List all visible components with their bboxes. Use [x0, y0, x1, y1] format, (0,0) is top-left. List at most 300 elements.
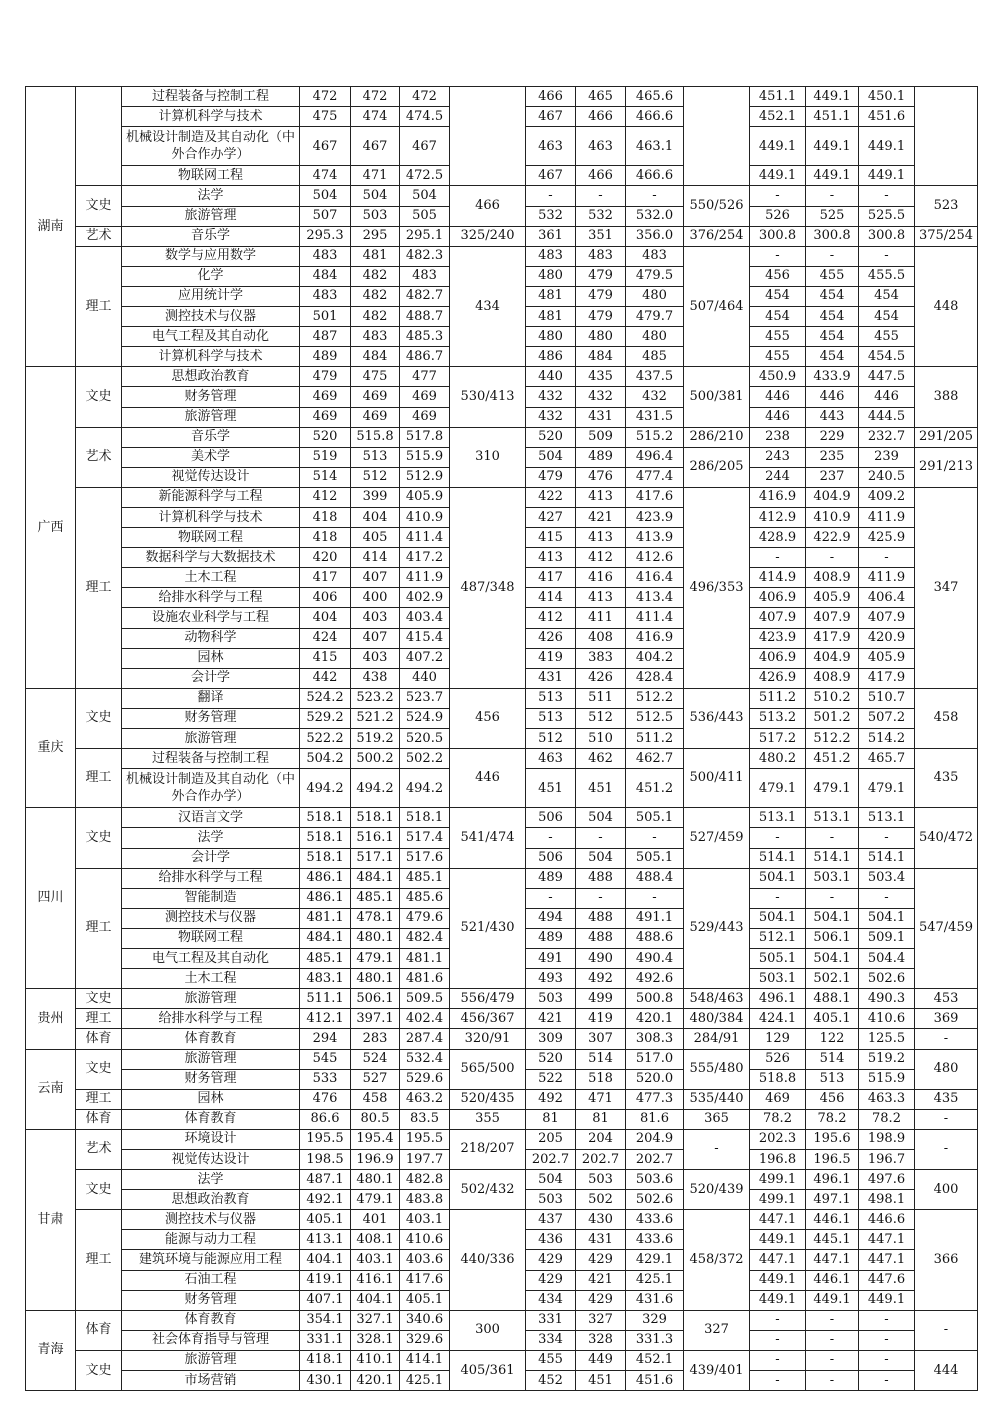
- score-c-cell: 456: [750, 266, 806, 286]
- score-c-cell: 451.6: [859, 107, 915, 127]
- table-row: [26, 427, 978, 447]
- score-c-cell: 449.1: [750, 127, 806, 166]
- score-c-cell: 504.1: [750, 908, 806, 928]
- control-line-a-cell: 521/430: [450, 868, 526, 989]
- score-a-cell: 500.2: [351, 749, 400, 769]
- score-c-cell: 406.9: [750, 588, 806, 608]
- score-b-cell: 496.4: [626, 447, 684, 467]
- score-b-cell: 511: [576, 688, 626, 708]
- score-a-cell: 405.1: [300, 1210, 351, 1230]
- score-c-cell: 449.1: [750, 1230, 806, 1250]
- major-cell: 财务管理: [122, 708, 300, 728]
- score-b-cell: 480: [626, 286, 684, 306]
- control-line-c-cell: 369: [915, 1009, 978, 1029]
- score-b-cell: 419: [576, 1009, 626, 1029]
- control-line-a-cell: 446: [450, 749, 526, 808]
- score-b-cell: 425.1: [626, 1270, 684, 1290]
- major-cell: 石油工程: [122, 1270, 300, 1290]
- score-c-cell: 449.1: [750, 1290, 806, 1310]
- table-row: [26, 487, 978, 507]
- score-b-cell: 202.7: [526, 1149, 576, 1169]
- score-a-cell: 523.2: [351, 688, 400, 708]
- major-cell: 体育教育: [122, 1029, 300, 1049]
- score-b-cell: 426: [576, 668, 626, 688]
- score-a-cell: 522.2: [300, 729, 351, 749]
- score-c-cell: 447.1: [750, 1210, 806, 1230]
- score-c-cell: 479.1: [859, 769, 915, 808]
- control-line-a-cell: 434: [450, 246, 526, 367]
- score-b-cell: 408: [576, 628, 626, 648]
- score-c-cell: -: [750, 1371, 806, 1391]
- score-c-cell: 454: [806, 307, 859, 327]
- control-line-b-cell: 496/353: [684, 487, 750, 688]
- score-c-cell: 446.6: [859, 1210, 915, 1230]
- category-cell: 理工: [76, 749, 122, 808]
- category-cell: 理工: [76, 1210, 122, 1310]
- score-b-cell: 488.6: [626, 928, 684, 948]
- score-c-cell: 514: [806, 1049, 859, 1069]
- score-a-cell: 486.7: [400, 347, 450, 367]
- score-c-cell: 502.1: [806, 969, 859, 989]
- score-a-cell: 397.1: [351, 1009, 400, 1029]
- score-b-cell: -: [576, 828, 626, 848]
- score-c-cell: 409.2: [859, 487, 915, 507]
- major-cell: 法学: [122, 1170, 300, 1190]
- control-line-a-cell: 487/348: [450, 487, 526, 688]
- major-cell: 环境设计: [122, 1129, 300, 1149]
- table-row: [26, 1310, 978, 1330]
- score-b-cell: -: [576, 888, 626, 908]
- score-c-cell: 526: [750, 1049, 806, 1069]
- score-b-cell: 484: [576, 347, 626, 367]
- score-c-cell: -: [806, 828, 859, 848]
- score-a-cell: 407.2: [400, 648, 450, 668]
- score-b-cell: 452: [526, 1371, 576, 1391]
- score-a-cell: 442: [300, 668, 351, 688]
- score-c-cell: 519.2: [859, 1049, 915, 1069]
- score-b-cell: 421: [576, 507, 626, 527]
- score-c-cell: 503.4: [859, 868, 915, 888]
- score-b-cell: 411: [576, 608, 626, 628]
- score-c-cell: 198.9: [859, 1129, 915, 1149]
- score-c-cell: -: [859, 888, 915, 908]
- score-b-cell: 511.2: [626, 729, 684, 749]
- category-cell: 文史: [76, 1350, 122, 1390]
- score-b-cell: 437.5: [626, 367, 684, 387]
- control-line-c-cell: -: [915, 1310, 978, 1350]
- major-cell: 美术学: [122, 447, 300, 467]
- major-cell: 数据科学与大数据技术: [122, 548, 300, 568]
- major-cell: 动物科学: [122, 628, 300, 648]
- score-a-cell: 405.1: [400, 1290, 450, 1310]
- control-line-a-cell: 520/435: [450, 1089, 526, 1109]
- score-b-cell: 334: [526, 1330, 576, 1350]
- major-cell: 音乐学: [122, 226, 300, 246]
- score-b-cell: 488: [576, 928, 626, 948]
- score-a-cell: 438: [351, 668, 400, 688]
- score-a-cell: 503: [351, 206, 400, 226]
- score-b-cell: 499: [576, 989, 626, 1009]
- table-row: [26, 1009, 978, 1029]
- score-c-cell: 451.2: [806, 749, 859, 769]
- table-row: [26, 989, 978, 1009]
- score-c-cell: 512.1: [750, 928, 806, 948]
- score-a-cell: 504.2: [300, 749, 351, 769]
- score-c-cell: 513: [806, 1069, 859, 1089]
- score-c-cell: 447.6: [859, 1270, 915, 1290]
- category-cell: 理工: [76, 1009, 122, 1029]
- control-line-c-cell: -: [915, 1029, 978, 1049]
- score-a-cell: 420.1: [351, 1371, 400, 1391]
- category-cell: 艺术: [76, 226, 122, 246]
- score-a-cell: 483: [351, 327, 400, 347]
- score-a-cell: 412: [300, 487, 351, 507]
- score-b-cell: 490.4: [626, 949, 684, 969]
- score-b-cell: 515.2: [626, 427, 684, 447]
- score-c-cell: 449.1: [806, 127, 859, 166]
- score-b-cell: 331: [526, 1310, 576, 1330]
- score-c-cell: 518.8: [750, 1069, 806, 1089]
- score-c-cell: -: [750, 888, 806, 908]
- score-b-cell: 307: [576, 1029, 626, 1049]
- control-line-c-cell: 435: [915, 1089, 978, 1109]
- control-line-b-cell: 550/526: [684, 186, 750, 226]
- major-cell: 机械设计制造及其自动化（中外合作办学）: [122, 769, 300, 808]
- score-c-cell: 232.7: [859, 427, 915, 447]
- table-row: [26, 367, 978, 387]
- score-c-cell: 510.2: [806, 688, 859, 708]
- major-cell: 旅游管理: [122, 407, 300, 427]
- score-a-cell: 482: [351, 307, 400, 327]
- score-c-cell: 451.1: [750, 87, 806, 107]
- score-c-cell: 405.9: [859, 648, 915, 668]
- category-cell: [76, 87, 122, 186]
- score-c-cell: 510.7: [859, 688, 915, 708]
- control-line-b-cell: 284/91: [684, 1029, 750, 1049]
- major-cell: 能源与动力工程: [122, 1230, 300, 1250]
- score-c-cell: 244: [750, 467, 806, 487]
- score-c-cell: -: [859, 1330, 915, 1350]
- control-line-a-cell: 405/361: [450, 1350, 526, 1390]
- score-c-cell: 447.1: [806, 1250, 859, 1270]
- score-a-cell: 518.1: [400, 808, 450, 828]
- score-b-cell: 463: [526, 749, 576, 769]
- score-c-cell: 449.1: [750, 1270, 806, 1290]
- score-b-cell: -: [526, 186, 576, 206]
- score-a-cell: 407: [351, 568, 400, 588]
- score-c-cell: 404.9: [806, 487, 859, 507]
- score-c-cell: 423.9: [750, 628, 806, 648]
- control-line-a-cell: 355: [450, 1109, 526, 1129]
- score-c-cell: -: [806, 1371, 859, 1391]
- score-a-cell: 485.1: [351, 888, 400, 908]
- score-a-cell: 517.4: [400, 828, 450, 848]
- score-b-cell: 491: [526, 949, 576, 969]
- score-a-cell: 486.1: [300, 888, 351, 908]
- score-a-cell: 517.6: [400, 848, 450, 868]
- score-c-cell: 405.1: [806, 1009, 859, 1029]
- score-a-cell: 430.1: [300, 1371, 351, 1391]
- score-a-cell: 418.1: [300, 1350, 351, 1370]
- score-b-cell: 361: [526, 226, 576, 246]
- score-b-cell: -: [626, 186, 684, 206]
- score-b-cell: 412.6: [626, 548, 684, 568]
- score-c-cell: -: [859, 828, 915, 848]
- score-b-cell: 512: [526, 729, 576, 749]
- score-a-cell: 405.9: [400, 487, 450, 507]
- score-a-cell: 524.9: [400, 708, 450, 728]
- score-b-cell: 483: [526, 246, 576, 266]
- score-c-cell: 122: [806, 1029, 859, 1049]
- score-a-cell: 414: [351, 548, 400, 568]
- score-b-cell: 465: [576, 87, 626, 107]
- score-a-cell: 331.1: [300, 1330, 351, 1350]
- score-c-cell: 455: [859, 327, 915, 347]
- major-cell: 旅游管理: [122, 1049, 300, 1069]
- control-line-a-cell: 320/91: [450, 1029, 526, 1049]
- score-a-cell: 494.2: [400, 769, 450, 808]
- province-cell: 青海: [26, 1310, 76, 1390]
- score-b-cell: 432: [626, 387, 684, 407]
- score-c-cell: 78.2: [859, 1109, 915, 1129]
- score-a-cell: 482.7: [400, 286, 450, 306]
- score-a-cell: 502.2: [400, 749, 450, 769]
- score-c-cell: 447.1: [750, 1250, 806, 1270]
- score-b-cell: 479: [576, 266, 626, 286]
- score-a-cell: 517.1: [351, 848, 400, 868]
- score-b-cell: 490: [576, 949, 626, 969]
- score-c-cell: 454: [806, 347, 859, 367]
- score-c-cell: 240.5: [859, 467, 915, 487]
- score-b-cell: 522: [526, 1069, 576, 1089]
- score-b-cell: 503: [526, 1190, 576, 1210]
- score-a-cell: 520.5: [400, 729, 450, 749]
- score-b-cell: 431: [526, 668, 576, 688]
- score-b-cell: 466.6: [626, 107, 684, 127]
- score-a-cell: 471: [351, 166, 400, 186]
- score-a-cell: 475: [300, 107, 351, 127]
- score-b-cell: 505.1: [626, 848, 684, 868]
- score-a-cell: 196.9: [351, 1149, 400, 1169]
- score-a-cell: 518.1: [300, 828, 351, 848]
- score-a-cell: 416.1: [351, 1270, 400, 1290]
- score-b-cell: 477.3: [626, 1089, 684, 1109]
- score-c-cell: 449.1: [859, 127, 915, 166]
- major-cell: 测控技术与仪器: [122, 307, 300, 327]
- score-a-cell: 424: [300, 628, 351, 648]
- control-line-a-cell: 440/336: [450, 1210, 526, 1310]
- control-line-b-cell: 327: [684, 1310, 750, 1350]
- score-c-cell: 512.2: [806, 729, 859, 749]
- table-row: [26, 226, 978, 246]
- score-b-cell: 532.0: [626, 206, 684, 226]
- control-line-c-cell: 444: [915, 1350, 978, 1390]
- score-c-cell: 454: [806, 327, 859, 347]
- score-b-cell: 331.3: [626, 1330, 684, 1350]
- major-cell: 化学: [122, 266, 300, 286]
- score-c-cell: 410.6: [859, 1009, 915, 1029]
- control-line-a-cell: 300: [450, 1310, 526, 1350]
- score-a-cell: 283: [351, 1029, 400, 1049]
- major-cell: 计算机科学与技术: [122, 107, 300, 127]
- score-c-cell: -: [859, 246, 915, 266]
- control-line-a-cell: 466: [450, 186, 526, 226]
- score-a-cell: 403.6: [400, 1250, 450, 1270]
- score-c-cell: 513.1: [750, 808, 806, 828]
- category-cell: 文史: [76, 1049, 122, 1089]
- score-a-cell: 472: [300, 87, 351, 107]
- score-b-cell: 451: [576, 1371, 626, 1391]
- score-a-cell: 405: [351, 528, 400, 548]
- score-c-cell: 78.2: [806, 1109, 859, 1129]
- score-b-cell: 465.6: [626, 87, 684, 107]
- score-c-cell: 496.1: [750, 989, 806, 1009]
- province-cell: 湖南: [26, 87, 76, 367]
- score-b-cell: 308.3: [626, 1029, 684, 1049]
- major-cell: 法学: [122, 828, 300, 848]
- score-a-cell: 86.6: [300, 1109, 351, 1129]
- score-a-cell: 472: [400, 87, 450, 107]
- score-a-cell: 403.4: [400, 608, 450, 628]
- table-row: [26, 1029, 978, 1049]
- score-a-cell: 417.6: [400, 1270, 450, 1290]
- score-a-cell: 486.1: [300, 868, 351, 888]
- score-a-cell: 483.1: [300, 969, 351, 989]
- score-b-cell: 411.4: [626, 608, 684, 628]
- score-c-cell: 196.5: [806, 1149, 859, 1169]
- score-a-cell: 197.7: [400, 1149, 450, 1169]
- score-a-cell: 80.5: [351, 1109, 400, 1129]
- score-c-cell: 411.9: [859, 568, 915, 588]
- major-cell: 旅游管理: [122, 1350, 300, 1370]
- score-c-cell: 446: [859, 387, 915, 407]
- score-c-cell: 410.9: [806, 507, 859, 527]
- score-c-cell: 426.9: [750, 668, 806, 688]
- score-a-cell: 469: [300, 407, 351, 427]
- score-c-cell: 501.2: [806, 708, 859, 728]
- score-c-cell: 504.1: [859, 908, 915, 928]
- major-cell: 土木工程: [122, 568, 300, 588]
- score-c-cell: 454: [859, 286, 915, 306]
- score-a-cell: 506.1: [351, 989, 400, 1009]
- score-c-cell: 449.1: [859, 166, 915, 186]
- score-a-cell: 474: [300, 166, 351, 186]
- score-b-cell: 437: [526, 1210, 576, 1230]
- control-line-b-cell: 529/443: [684, 868, 750, 989]
- score-c-cell: 449.1: [806, 1290, 859, 1310]
- score-a-cell: 295: [351, 226, 400, 246]
- score-c-cell: 300.8: [750, 226, 806, 246]
- score-b-cell: 421: [526, 1009, 576, 1029]
- score-a-cell: 484.1: [300, 928, 351, 948]
- score-b-cell: 476: [576, 467, 626, 487]
- score-b-cell: 414: [526, 588, 576, 608]
- control-line-c-cell: [915, 87, 978, 186]
- score-c-cell: 407.9: [859, 608, 915, 628]
- score-c-cell: 488.1: [806, 989, 859, 1009]
- score-a-cell: 408.1: [351, 1230, 400, 1250]
- score-b-cell: 452.1: [626, 1350, 684, 1370]
- score-b-cell: 481: [526, 286, 576, 306]
- major-cell: 计算机科学与技术: [122, 507, 300, 527]
- score-c-cell: -: [806, 1350, 859, 1370]
- score-c-cell: 454.5: [859, 347, 915, 367]
- score-a-cell: 410.1: [351, 1350, 400, 1370]
- major-cell: 财务管理: [122, 387, 300, 407]
- score-c-cell: 456: [806, 1089, 859, 1109]
- score-c-cell: 444.5: [859, 407, 915, 427]
- major-cell: 应用统计学: [122, 286, 300, 306]
- score-b-cell: 417.6: [626, 487, 684, 507]
- score-c-cell: -: [750, 828, 806, 848]
- score-b-cell: 413.4: [626, 588, 684, 608]
- score-b-cell: 416.4: [626, 568, 684, 588]
- score-c-cell: 511.2: [750, 688, 806, 708]
- score-a-cell: 505: [400, 206, 450, 226]
- major-cell: 给排水科学与工程: [122, 588, 300, 608]
- score-b-cell: 429: [576, 1290, 626, 1310]
- score-c-cell: 202.3: [750, 1129, 806, 1149]
- score-b-cell: 383: [576, 648, 626, 668]
- score-c-cell: 503.1: [806, 868, 859, 888]
- control-line-c-cell: 347: [915, 487, 978, 688]
- major-cell: 数学与应用数学: [122, 246, 300, 266]
- major-cell: 给排水科学与工程: [122, 868, 300, 888]
- score-b-cell: 417: [526, 568, 576, 588]
- province-cell: 云南: [26, 1049, 76, 1129]
- table-row: [26, 1350, 978, 1370]
- score-a-cell: 487.1: [300, 1170, 351, 1190]
- score-b-cell: -: [576, 186, 626, 206]
- control-line-c-cell: -: [915, 1109, 978, 1129]
- score-a-cell: 481.6: [400, 969, 450, 989]
- score-a-cell: 511.1: [300, 989, 351, 1009]
- score-b-cell: 520: [526, 427, 576, 447]
- score-b-cell: 466: [526, 87, 576, 107]
- major-cell: 视觉传达设计: [122, 467, 300, 487]
- score-a-cell: 420: [300, 548, 351, 568]
- major-cell: 物联网工程: [122, 166, 300, 186]
- score-a-cell: 198.5: [300, 1149, 351, 1169]
- score-b-cell: 309: [526, 1029, 576, 1049]
- score-b-cell: 429: [576, 1250, 626, 1270]
- table-row: [26, 186, 978, 206]
- major-cell: 体育教育: [122, 1310, 300, 1330]
- score-b-cell: 413: [576, 487, 626, 507]
- major-cell: 测控技术与仪器: [122, 1210, 300, 1230]
- score-b-cell: 520: [526, 1049, 576, 1069]
- score-a-cell: 340.6: [400, 1310, 450, 1330]
- major-cell: 物联网工程: [122, 528, 300, 548]
- score-a-cell: 463.2: [400, 1089, 450, 1109]
- table-row: [26, 87, 978, 107]
- score-a-cell: 484: [351, 347, 400, 367]
- score-b-cell: 413: [576, 528, 626, 548]
- score-a-cell: 404.1: [300, 1250, 351, 1270]
- control-line-a-cell: 541/474: [450, 808, 526, 868]
- control-line-b-cell: 286/205: [684, 447, 750, 487]
- score-a-cell: 407: [351, 628, 400, 648]
- score-b-cell: 81.6: [626, 1109, 684, 1129]
- score-c-cell: 300.8: [859, 226, 915, 246]
- score-c-cell: 449.1: [859, 1290, 915, 1310]
- score-b-cell: 433.6: [626, 1230, 684, 1250]
- score-b-cell: 532: [576, 206, 626, 226]
- score-c-cell: 445.1: [806, 1230, 859, 1250]
- score-a-cell: 415: [300, 648, 351, 668]
- score-b-cell: 491.1: [626, 908, 684, 928]
- score-c-cell: 513.2: [750, 708, 806, 728]
